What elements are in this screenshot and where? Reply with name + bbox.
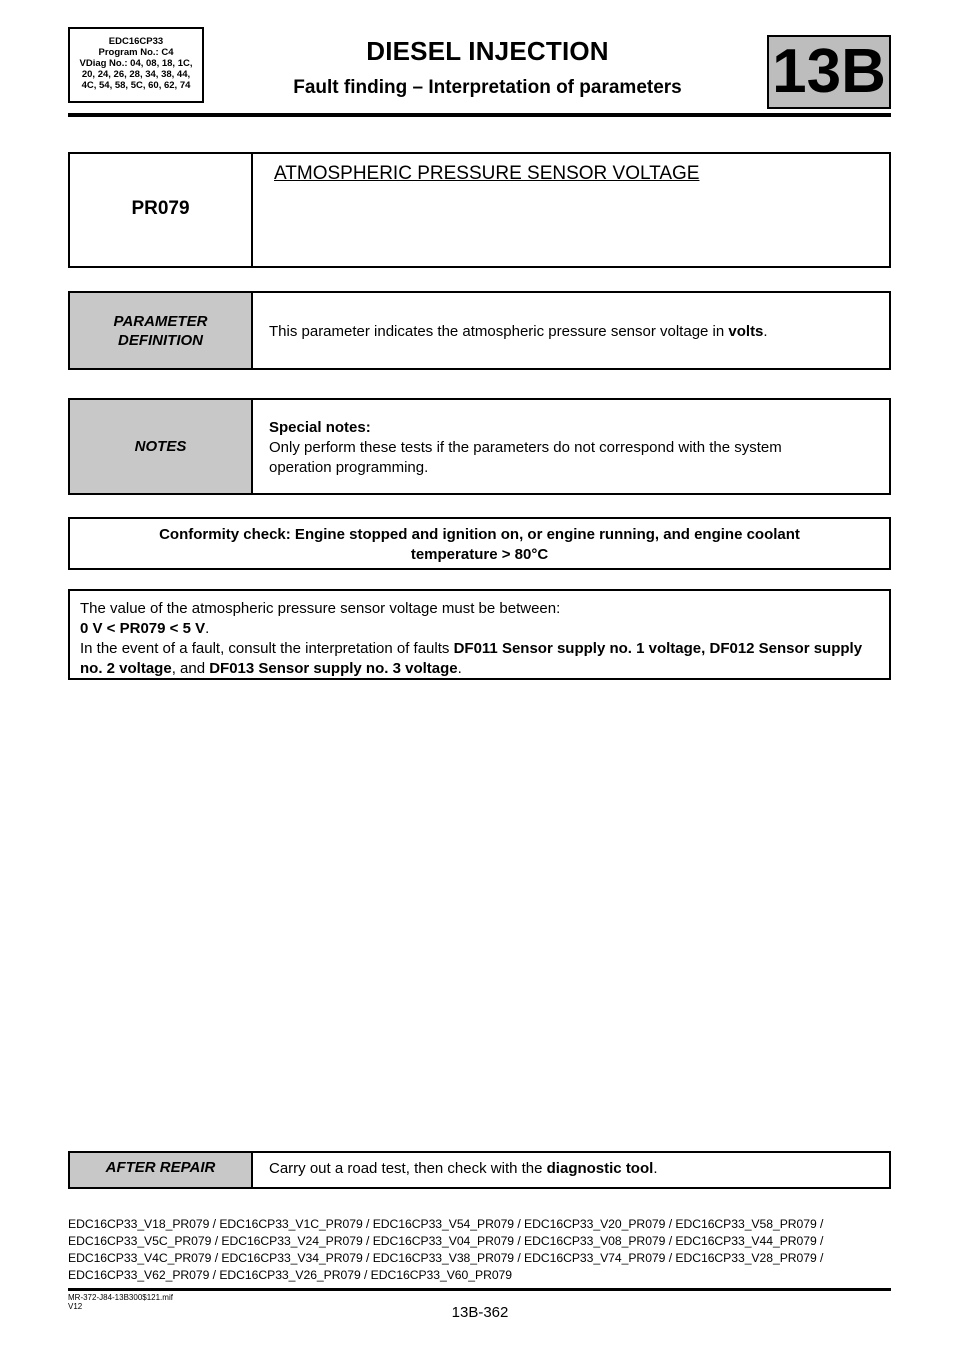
value-range-line	[80, 619, 879, 639]
definition-table	[68, 291, 891, 370]
reference-list	[68, 1216, 891, 1284]
after-repair-table	[68, 1151, 891, 1189]
conformity-check	[68, 517, 891, 570]
section-badge: 13B	[767, 35, 891, 109]
document-title: DIESEL INJECTION	[366, 36, 609, 66]
parameter-name: ATMOSPHERIC PRESSURE SENSOR VOLTAGE	[274, 163, 700, 184]
ecu-line: 20, 24, 26, 28, 34, 38, 44,	[81, 69, 191, 80]
after-repair-tool: diagnostic tool	[546, 1160, 654, 1177]
after-repair-sentence: Carry out a road test, then check with the	[269, 1160, 547, 1177]
fault-link-2: DF013 Sensor supply no. 3 voltage	[209, 660, 458, 677]
column-divider	[251, 154, 253, 266]
fault-mid: , and	[171, 660, 210, 677]
fault-end: .	[457, 660, 462, 677]
reference-line: EDC16CP33_V4C_PR079 / EDC16CP33_V34_PR079 / EDC16CP33_V38_PR079 / EDC16CP33_V74_PR079 / EDC16CP33_V28_PR079 /	[68, 1251, 824, 1265]
ecu-line: Program No.: C4	[98, 47, 174, 58]
definition-text	[269, 322, 877, 342]
footer-file-code: MR-372-J84-13B300$121.mif	[68, 1293, 173, 1302]
definition-label	[70, 293, 251, 368]
value-range: 0 V < PR079 < 5 V	[80, 620, 206, 637]
column-divider	[251, 293, 253, 368]
reference-line: EDC16CP33_V5C_PR079 / EDC16CP33_V24_PR079 / EDC16CP33_V04_PR079 / EDC16CP33_V08_PR079 / EDC16CP33_V44_PR079 /	[68, 1234, 824, 1248]
conformity-line1: Conformity check: Engine stopped and ignition on, or engine running, and engine coolant	[159, 526, 800, 543]
after-repair-label: AFTER REPAIR	[70, 1153, 251, 1187]
page-number: 13B-362	[451, 1304, 509, 1321]
column-divider	[251, 1153, 253, 1187]
definition-label-line1: PARAMETER	[113, 312, 208, 330]
footer-divider	[68, 1288, 891, 1291]
ecu-line: 4C, 54, 58, 5C, 60, 62, 74	[81, 80, 191, 91]
definition-end: .	[763, 323, 768, 340]
reference-line: EDC16CP33_V18_PR079 / EDC16CP33_V1C_PR079 / EDC16CP33_V54_PR079 / EDC16CP33_V20_PR079 / EDC16CP33_V58_PR079 /	[68, 1217, 824, 1231]
column-divider	[251, 400, 253, 493]
notes-table	[68, 398, 891, 495]
notes-text: Only perform these tests if the parameters do not correspond with the system operation programming.	[269, 439, 782, 476]
after-repair-text	[269, 1159, 877, 1179]
notes-heading: Special notes:	[269, 419, 371, 436]
footer-version: V12	[68, 1302, 83, 1311]
parameter-code: PR079	[131, 198, 190, 219]
footer-meta	[68, 1293, 173, 1311]
fault-reference	[80, 639, 879, 679]
definition-sentence: This parameter indicates the atmospheric pressure sensor voltage in	[269, 323, 729, 340]
value-range-block	[68, 589, 891, 680]
definition-unit: volts	[728, 323, 764, 340]
reference-line: EDC16CP33_V62_PR079 / EDC16CP33_V26_PR079 / EDC16CP33_V60_PR079	[68, 1268, 513, 1282]
conformity-line2: temperature > 80°C	[410, 546, 549, 563]
parameter-title-table	[68, 152, 891, 268]
ecu-line: EDC16CP33	[108, 36, 164, 47]
notes-label: NOTES	[70, 400, 251, 493]
fault-link-1: DF011 Sensor supply no. 1 voltage, DF012 Sensor supply no. 2 voltage	[80, 640, 863, 677]
notes-content	[269, 418, 829, 478]
fault-intro: In the event of a fault, consult the interpretation of faults	[80, 640, 454, 657]
ecu-line: VDiag No.: 04, 08, 18, 1C,	[79, 58, 193, 69]
document-subtitle: Fault finding – Interpretation of parameters	[293, 77, 682, 98]
value-range-end: .	[205, 620, 210, 637]
header-divider	[68, 113, 891, 117]
after-repair-end: .	[653, 1160, 658, 1177]
value-intro: The value of the atmospheric pressure sensor voltage must be between:	[80, 600, 561, 617]
ecu-info-box	[68, 27, 204, 103]
definition-label-line2: DEFINITION	[117, 331, 203, 349]
